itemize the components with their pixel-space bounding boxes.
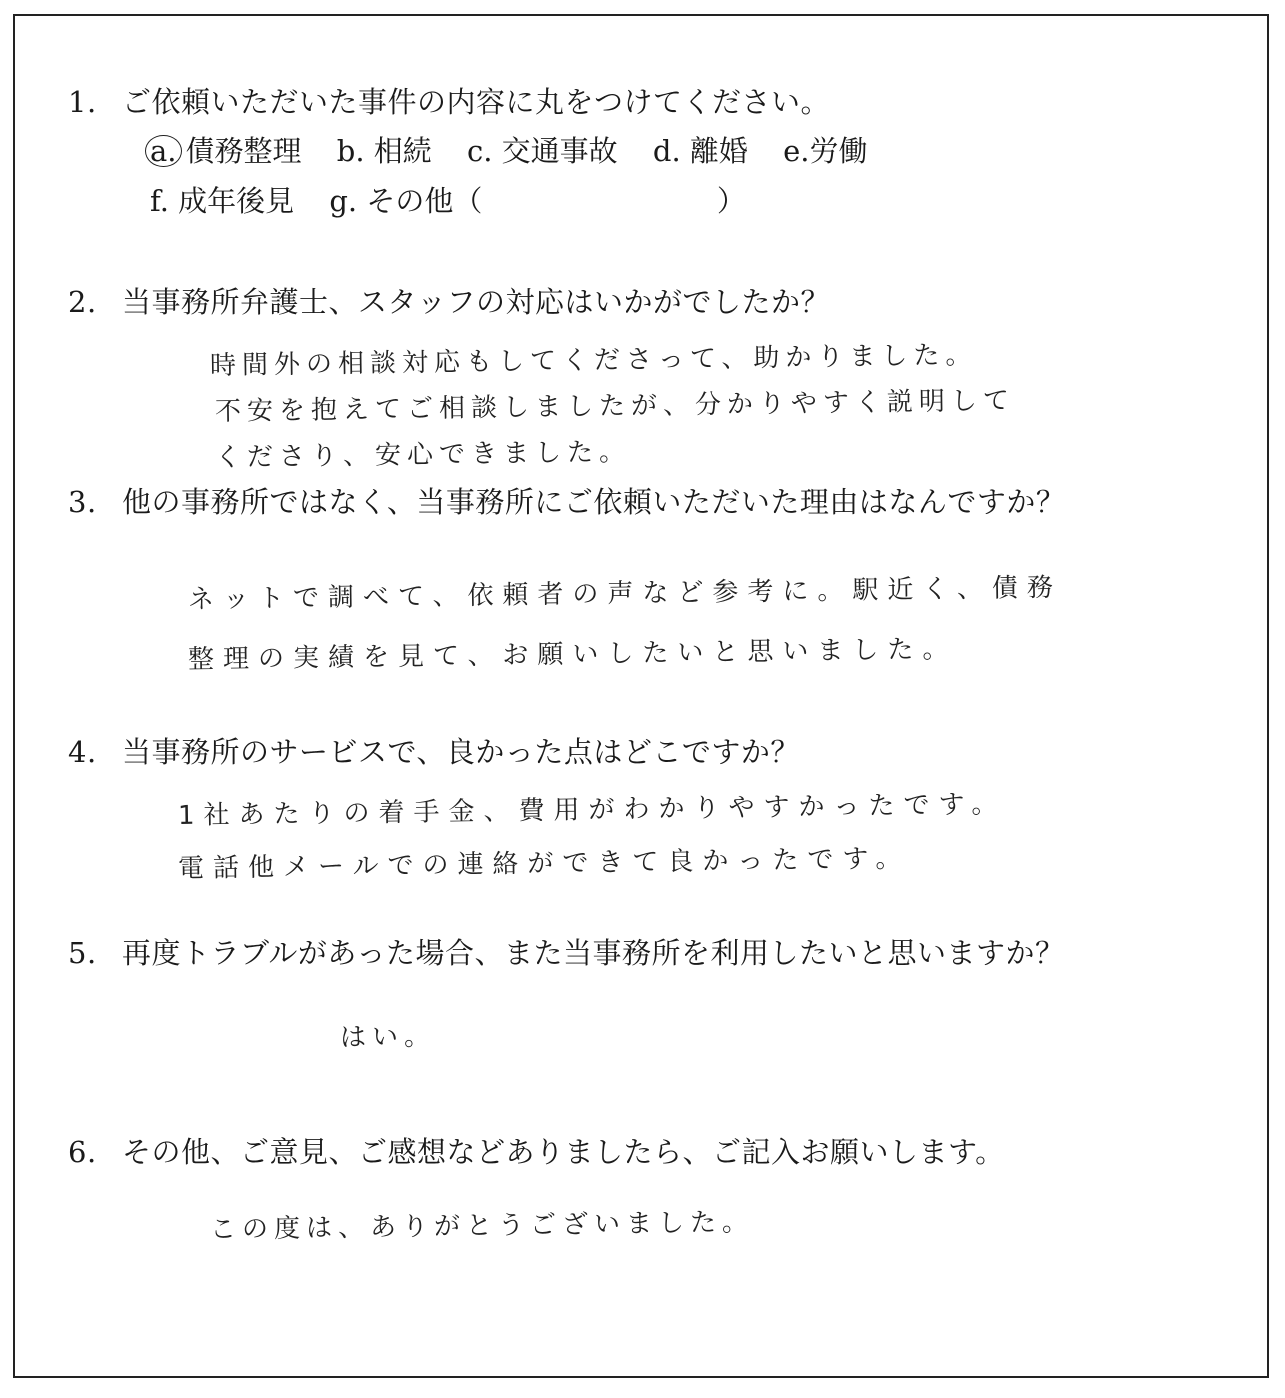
question-4-answer-line-2: 電話他メールでの連絡ができて良かったです。 (177, 843, 911, 884)
question-4-text: 当事務所のサービスで、良かった点はどこですか？ (122, 735, 800, 769)
question-1-options-row-1 (145, 133, 894, 169)
question-3 (68, 484, 1065, 520)
option-a-label: 債務整理 (185, 134, 302, 168)
question-1-number: 1. (68, 85, 97, 119)
question-6-number: 6. (68, 1135, 97, 1169)
question-1 (68, 84, 830, 120)
option-d[interactable]: d. 離婚 (652, 134, 748, 168)
question-2-answer-line-2: 不安を抱えてご相談しましたが、分かりやすく説明して (214, 385, 1016, 427)
question-5 (68, 935, 1065, 971)
option-e[interactable]: e.労働 (783, 134, 868, 168)
question-5-number: 5. (68, 936, 97, 970)
question-2-number: 2. (68, 285, 97, 319)
option-g[interactable]: g. その他（ (329, 184, 483, 218)
question-3-number: 3. (68, 485, 97, 519)
option-a[interactable] (145, 133, 302, 169)
question-2 (68, 284, 830, 320)
question-4-answer-line-1: 1社あたりの着手金、費用がわかりやすかったです。 (177, 789, 1007, 831)
question-5-answer: はい。 (339, 1021, 437, 1053)
option-g-close-paren: ） (716, 184, 746, 218)
question-3-text: 他の事務所ではなく、当事務所にご依頼いただいた理由はなんですか？ (122, 485, 1066, 519)
question-4 (68, 734, 800, 770)
question-2-answer-line-3: くださり、安心できました。 (214, 437, 632, 473)
question-5-text: 再度トラブルがあった場合、また当事務所を利用したいと思いますか？ (122, 936, 1065, 970)
question-2-answer-line-1: 時間外の相談対応もしてくださって、助かりました。 (209, 340, 978, 381)
question-3-answer-line-2: 整理の実績を見て、お願いしたいと思いました。 (187, 634, 958, 675)
option-c[interactable]: c. 交通事故 (466, 134, 618, 168)
question-6-answer: この度は、ありがとうございました。 (209, 1207, 755, 1245)
option-b[interactable]: b. 相続 (336, 134, 432, 168)
question-6 (68, 1134, 1005, 1170)
question-2-text: 当事務所弁護士、スタッフの対応はいかがでしたか？ (122, 285, 831, 319)
question-1-text: ご依頼いただいた事件の内容に丸をつけてください。 (122, 85, 831, 119)
option-a-circled-marker: a. (145, 135, 182, 167)
question-3-answer-line-1: ネットで調べて、依頼者の声など参考に。駅近く、債務 (187, 572, 1063, 615)
question-6-text: その他、ご意見、ご感想などありましたら、ご記入お願いします。 (122, 1135, 1005, 1169)
option-f[interactable]: f. 成年後見 (150, 184, 295, 218)
question-4-number: 4. (68, 735, 97, 769)
question-1-options-row-2 (150, 183, 746, 219)
